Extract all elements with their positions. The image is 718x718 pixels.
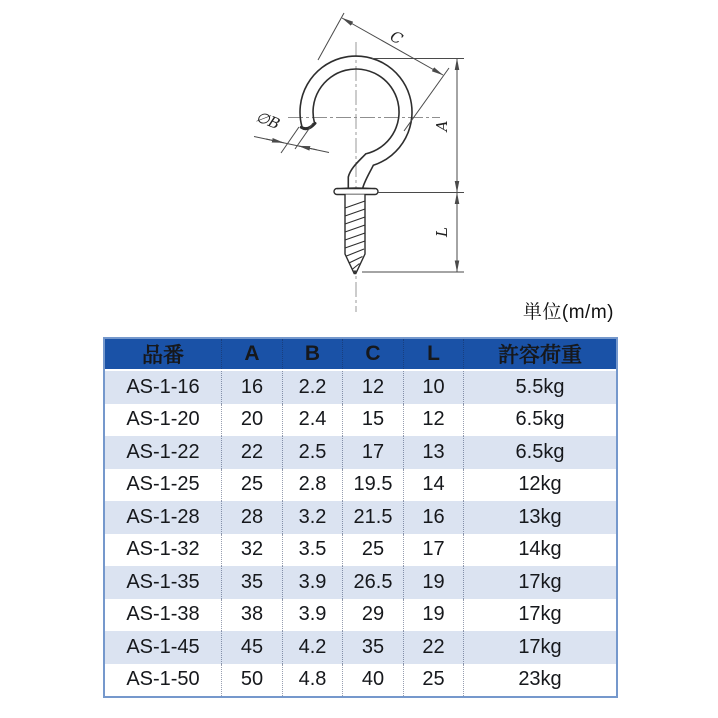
value-cell-l: 12 [403,404,463,437]
value-cell-a: 50 [221,664,282,697]
value-cell-c: 17 [342,436,403,469]
column-header-l: L [403,339,463,369]
value-cell-load: 12kg [463,469,616,502]
value-cell-l: 19 [403,566,463,599]
column-header-load: 許容荷重 [463,339,616,369]
value-cell-b: 2.5 [282,436,342,469]
part-number-cell: AS-1-25 [126,473,200,496]
value-cell-load: 6.5kg [463,404,616,437]
value-cell-l: 19 [403,599,463,632]
dim-label-c: C [387,26,406,49]
value-cell-b: 2.8 [282,469,342,502]
value-cell-l: 13 [403,436,463,469]
column-header-b: B [282,339,342,369]
screw-thread [345,195,365,275]
value-cell-a: 16 [221,371,282,404]
value-cell-c: 26.5 [342,566,403,599]
value-cell-load: 17kg [463,566,616,599]
table-row [105,501,616,534]
value-cell-a: 20 [221,404,282,437]
value-cell-l: 22 [403,631,463,664]
value-cell-load: 17kg [463,599,616,632]
value-cell-load: 13kg [463,501,616,534]
value-cell-l: 17 [403,534,463,567]
table-row [105,566,616,599]
part-number-cell: AS-1-38 [126,603,200,626]
value-cell-load: 5.5kg [463,371,616,404]
dim-label-l: L [433,227,451,237]
dim-label-diameter-b: ∅B [253,107,283,134]
value-cell-c: 40 [342,664,403,697]
value-cell-b: 2.2 [282,371,342,404]
value-cell-b: 4.2 [282,631,342,664]
hook-technical-drawing [0,0,718,332]
value-cell-a: 45 [221,631,282,664]
value-cell-a: 32 [221,534,282,567]
table-row [105,599,616,632]
value-cell-l: 16 [403,501,463,534]
value-cell-a: 35 [221,566,282,599]
table-row [105,404,616,437]
value-cell-c: 25 [342,534,403,567]
value-cell-c: 21.5 [342,501,403,534]
dimension-c [318,13,449,131]
table-header-row [105,339,616,371]
value-cell-a: 25 [221,469,282,502]
value-cell-c: 29 [342,599,403,632]
value-cell-load: 6.5kg [463,436,616,469]
table-row [105,534,616,567]
value-cell-load: 23kg [463,664,616,697]
part-number-cell: AS-1-32 [126,538,200,561]
value-cell-l: 10 [403,371,463,404]
value-cell-b: 3.5 [282,534,342,567]
table-row [105,631,616,664]
spec-table [103,337,618,698]
value-cell-a: 22 [221,436,282,469]
value-cell-b: 3.9 [282,566,342,599]
value-cell-c: 35 [342,631,403,664]
value-cell-b: 3.9 [282,599,342,632]
part-number-cell: AS-1-45 [126,635,200,658]
value-cell-l: 25 [403,664,463,697]
part-number-cell: AS-1-22 [126,440,200,463]
value-cell-load: 17kg [463,631,616,664]
part-number-cell: AS-1-28 [126,505,200,528]
table-row [105,371,616,404]
value-cell-c: 15 [342,404,403,437]
value-cell-b: 4.8 [282,664,342,697]
part-number-cell: AS-1-50 [126,668,200,691]
unit-label: 単位(m/m) [522,302,614,323]
table-row [105,436,616,469]
value-cell-b: 3.2 [282,501,342,534]
part-number-cell: AS-1-20 [126,408,200,431]
part-number-cell: AS-1-35 [126,570,200,593]
value-cell-a: 28 [221,501,282,534]
value-cell-c: 19.5 [342,469,403,502]
value-cell-b: 2.4 [282,404,342,437]
value-cell-c: 12 [342,371,403,404]
value-cell-l: 14 [403,469,463,502]
part-number-cell: AS-1-16 [126,375,200,398]
column-header-part-no: 品番 [142,344,184,367]
column-header-a: A [221,339,282,369]
dim-label-a: A [433,120,451,132]
table-row [105,469,616,502]
value-cell-load: 14kg [463,534,616,567]
table-row [105,664,616,697]
column-header-c: C [342,339,403,369]
hook-flange [334,188,378,195]
value-cell-a: 38 [221,599,282,632]
